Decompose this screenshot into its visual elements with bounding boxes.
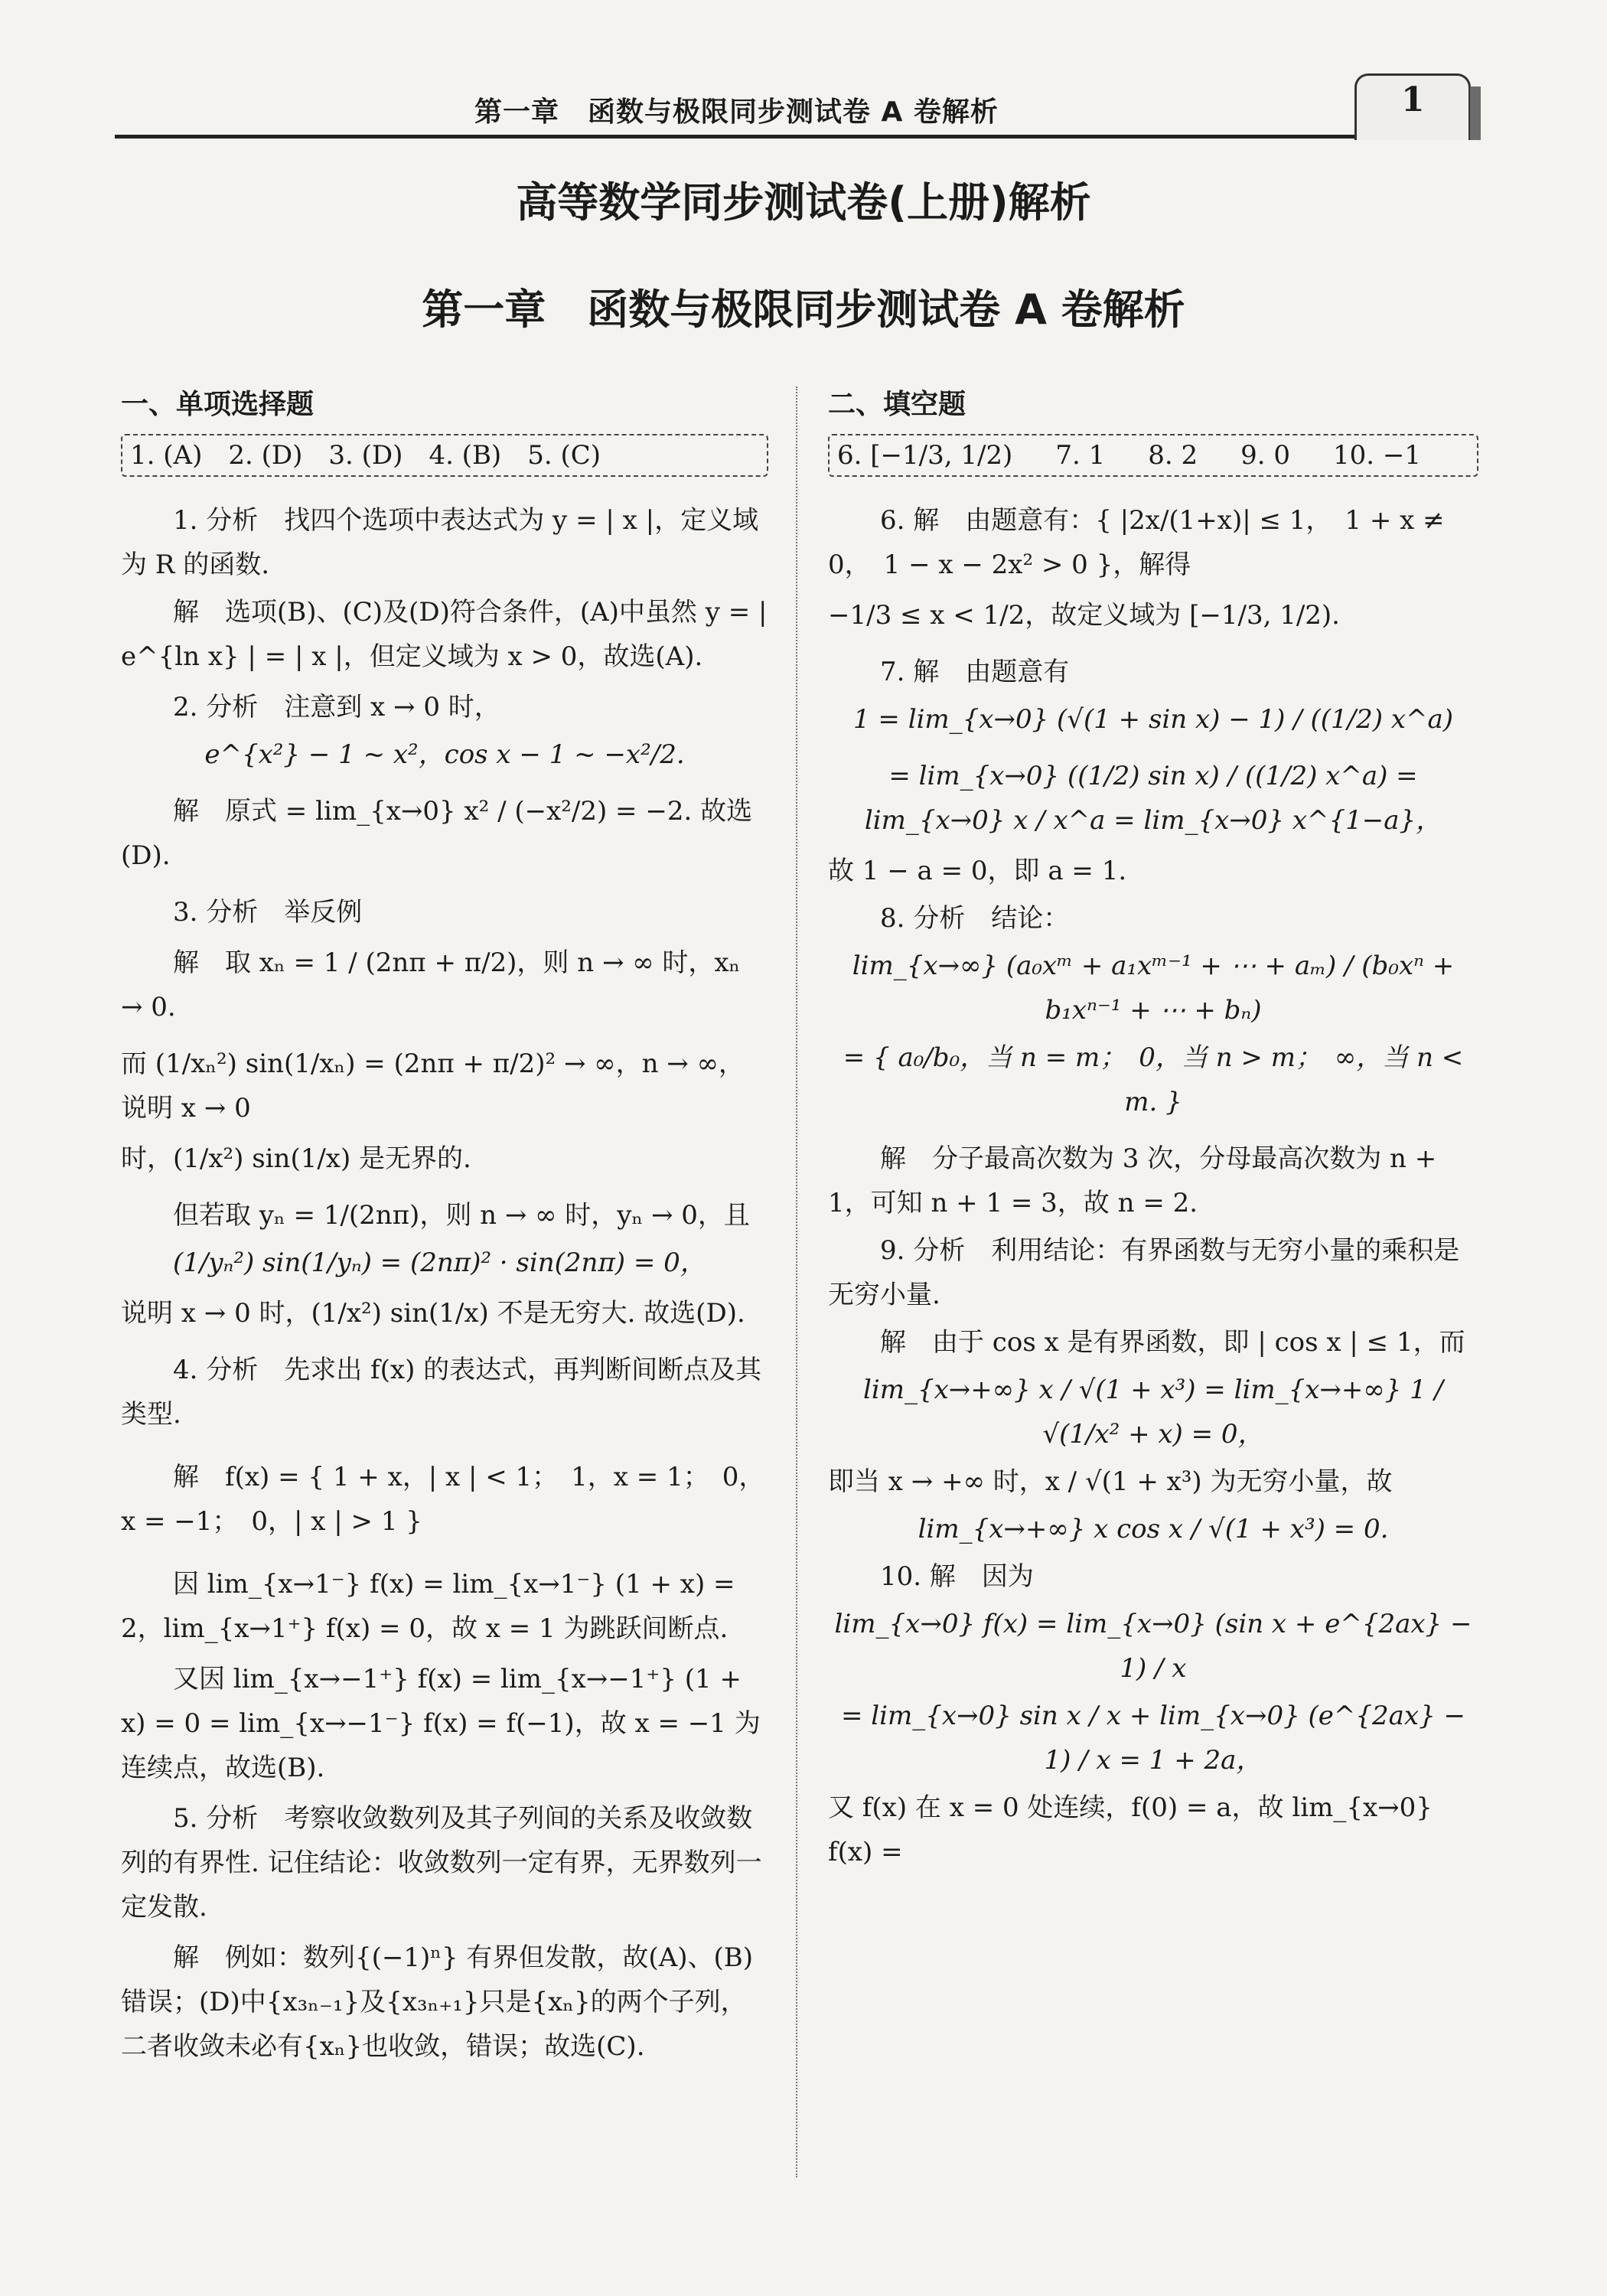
formula: lim_{x→+∞} x / √(1 + x³) = lim_{x→+∞} 1 / √(1/x² + x) = 0， [862, 1375, 1444, 1450]
left-column [121, 383, 768, 2072]
paragraph: 但若取 yₙ = 1/(2nπ)，则 n → ∞ 时，yₙ → 0，且 [173, 1200, 750, 1231]
formula: lim_{x→+∞} x cos x / √(1 + x³) = 0. [918, 1514, 1389, 1544]
paragraph: 7. 解 由题意有 [880, 657, 1070, 687]
paragraph: 6. 解 由题意有：{ |2x/(1+x)| ≤ 1， 1 + x ≠ 0， 1 − x − 2x² > 0 }，解得 [828, 505, 1445, 580]
formula: e^{x²} − 1 ~ x²，cos x − 1 ~ −x²/2. [204, 739, 685, 770]
paragraph: 5. 分析 考察收敛数列及其子列间的关系及收敛数列的有界性. 记住结论：收敛数列一定有界，无界数列一定发散. [121, 1803, 762, 1923]
paragraph: 说明 x → 0 时，(1/x²) sin(1/x) 不是无穷大. 故选(D). [121, 1298, 745, 1329]
choice-answer-box [121, 434, 768, 477]
section-heading-choice: 一、单项选择题 [121, 389, 315, 420]
answer-item: 7. 1 [1055, 440, 1106, 471]
chapter-title: 第一章 函数与极限同步测试卷 A 卷解析 [422, 285, 1185, 334]
section-heading-fill: 二、填空题 [828, 389, 966, 420]
formula: = { a₀/b₀，当 n = m； 0，当 n > m； ∞，当 n < m. } [843, 1042, 1464, 1117]
formula: (1/yₙ²) sin(1/yₙ) = (2nπ)² · sin(2nπ) = 0， [173, 1247, 706, 1278]
paragraph: 故 1 − a = 0，即 a = 1. [828, 856, 1127, 886]
paragraph: 1. 分析 找四个选项中表达式为 y = | x |，定义域为 R 的函数. [121, 505, 759, 580]
answer-item: 3. (D) [328, 440, 403, 471]
answer-item: 10. −1 [1333, 440, 1421, 471]
column-divider [796, 386, 797, 2177]
running-header [115, 84, 1469, 139]
paragraph: 即当 x → +∞ 时，x / √(1 + x³) 为无穷小量，故 [828, 1466, 1393, 1497]
page-number-tab [1354, 73, 1471, 140]
tab-shadow [1470, 86, 1481, 140]
paragraph: 又 f(x) 在 x = 0 处连续，f(0) = a，故 lim_{x→0} f(x) = [828, 1792, 1433, 1867]
paragraph: 解 f(x) = { 1 + x，| x | < 1； 1，x = 1； 0，x = −1； 0，| x | > 1 } [121, 1462, 765, 1537]
running-title: 第一章 函数与极限同步测试卷 A 卷解析 [474, 96, 999, 128]
answer-item: 9. 0 [1240, 440, 1290, 471]
paragraph: 解 由于 cos x 是有界函数，即 | cos x | ≤ 1，而 [880, 1327, 1465, 1358]
paragraph: 解 分子最高次数为 3 次，分母最高次数为 n + 1，可知 n + 1 = 3，故 n = 2. [828, 1143, 1437, 1218]
paragraph: 解 选项(B)、(C)及(D)符合条件，(A)中虽然 y = | e^{ln x} | = | x |，但定义域为 x > 0，故选(A). [121, 597, 768, 672]
formula: lim_{x→∞} (a₀xᵐ + a₁xᵐ⁻¹ + ⋯ + aₘ) / (b₀xⁿ + b₁xⁿ⁻¹ + ⋯ + bₙ) [852, 951, 1455, 1026]
paragraph: 4. 分析 先求出 f(x) 的表达式，再判断间断点及其类型. [121, 1355, 762, 1430]
paragraph: −1/3 ≤ x < 1/2，故定义域为 [−1/3, 1/2). [828, 600, 1340, 631]
fill-answer-box [828, 434, 1478, 477]
answer-item: 5. (C) [527, 440, 601, 471]
paragraph: 3. 分析 举反例 [173, 897, 363, 928]
answer-item: 4. (B) [429, 440, 502, 471]
paragraph: 解 原式 = lim_{x→0} x² / (−x²/2) = −2. 故选(D). [121, 796, 753, 871]
paragraph: 而 (1/xₙ²) sin(1/xₙ) = (2nπ + π/2)² → ∞，n → ∞，说明 x → 0 [121, 1049, 745, 1124]
paragraph: 解 例如：数列{(−1)ⁿ} 有界但发散，故(A)、(B)错误；(D)中{x₃ₙ₋₁}及{x₃ₙ₊₁}只是{xₙ}的两个子列，二者收敛未必有{xₙ}也收敛，错误；故选(C). [121, 1942, 754, 2062]
answer-item: 1. (A) [130, 440, 203, 471]
paragraph: 又因 lim_{x→−1⁺} f(x) = lim_{x→−1⁺} (1 + x) = 0 = lim_{x→−1⁻} f(x) = f(−1)，故 x = −1 为连续点，故选(B). [121, 1664, 761, 1783]
formula: = lim_{x→0} sin x / x + lim_{x→0} (e^{2ax} − 1) / x = 1 + 2a， [840, 1701, 1466, 1776]
paragraph: 时，(1/x²) sin(1/x) 是无界的. [121, 1143, 471, 1174]
page-number: 1 [1401, 80, 1425, 119]
paragraph: 因 lim_{x→1⁻} f(x) = lim_{x→1⁻} (1 + x) = 2，lim_{x→1⁺} f(x) = 0，故 x = 1 为跳跃间断点. [121, 1569, 735, 1644]
main-title: 高等数学同步测试卷(上册)解析 [516, 178, 1091, 227]
answer-item: 8. 2 [1148, 440, 1198, 471]
paragraph: 解 取 xₙ = 1 / (2nπ + π/2)，则 n → ∞ 时，xₙ → 0. [121, 947, 741, 1022]
formula: 1 = lim_{x→0} (√(1 + sin x) − 1) / ((1/2) x^a) [852, 704, 1454, 735]
paragraph: 2. 分析 注意到 x → 0 时， [173, 692, 500, 722]
formula: = lim_{x→0} ((1/2) sin x) / ((1/2) x^a) = lim_{x→0} x / x^a = lim_{x→0} x^{1−a}， [864, 761, 1442, 836]
answer-item: 6. [−1/3, 1/2) [837, 440, 1013, 471]
answer-item: 2. (D) [228, 440, 303, 471]
paragraph: 9. 分析 利用结论：有界函数与无穷小量的乘积是无穷小量. [828, 1235, 1460, 1310]
right-column [828, 383, 1478, 1877]
paragraph: 8. 分析 结论： [880, 903, 1070, 934]
formula: lim_{x→0} f(x) = lim_{x→0} (sin x + e^{2ax} − 1) / x [834, 1609, 1472, 1684]
paragraph: 10. 解 因为 [880, 1561, 1034, 1592]
